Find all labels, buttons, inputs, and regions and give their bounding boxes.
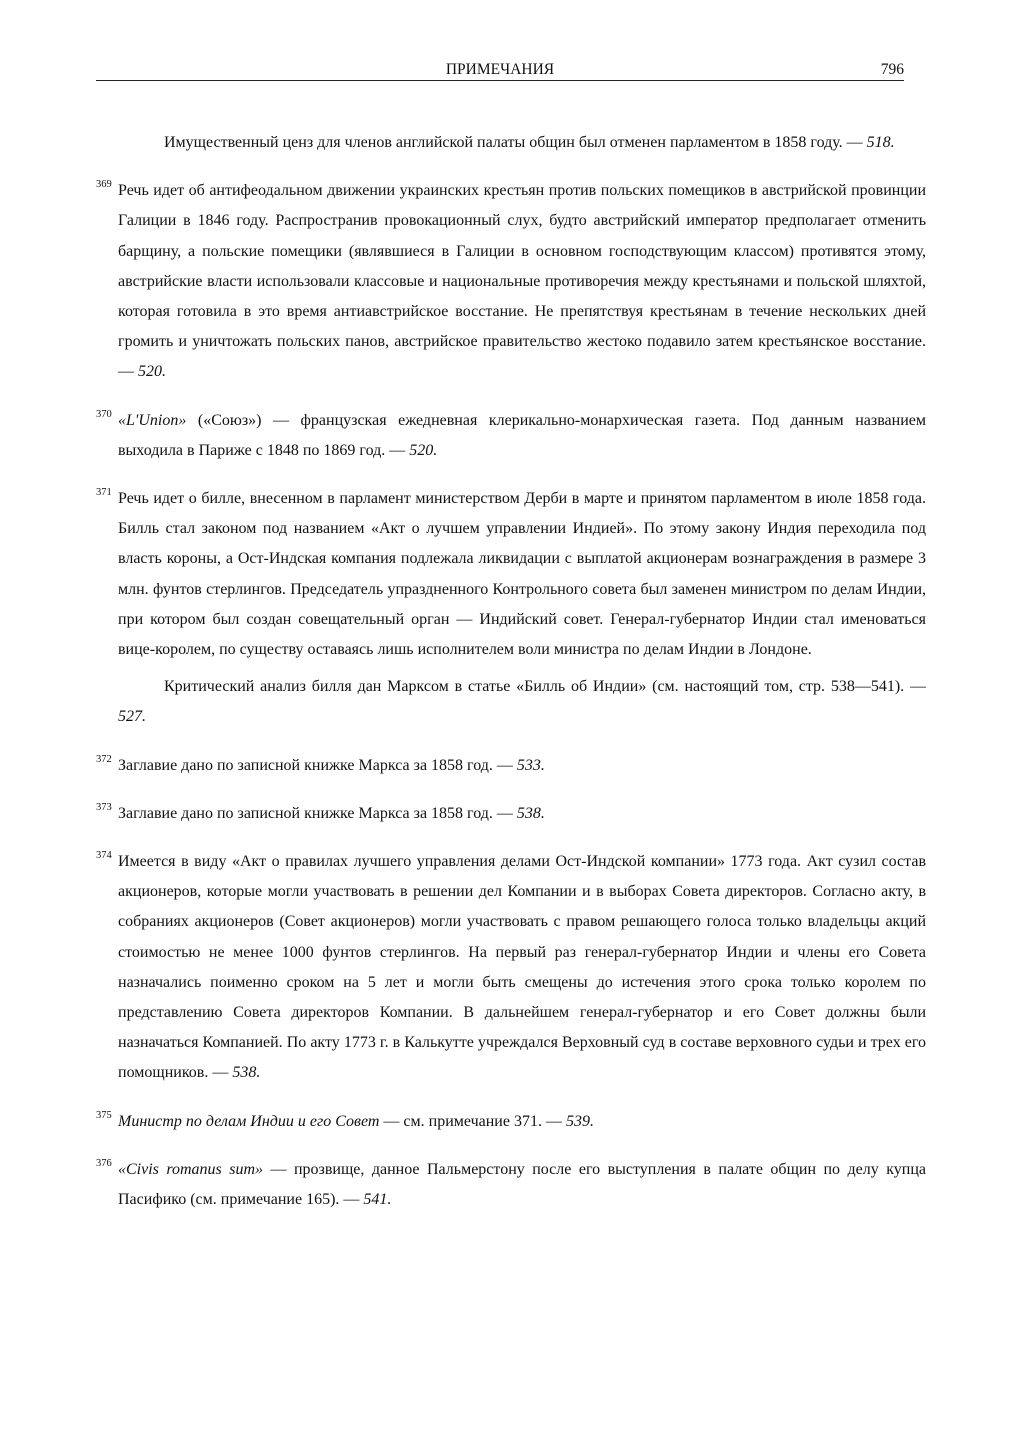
note-italic-lead: «L'Union» <box>118 411 187 429</box>
note-text: Имеется в виду «Акт о правилах лучшего управления делами Ост-Индской компании» 1773 года. Акт сузил состав акционеров, которые могли участвовать в решении дел Компании и в выборах Совета директоров. Согласно акту, в собраниях акционеров (Совет акционеров) могли участвовать с правом решающего голоса только владельцы акций стоимостью не менее 1000 фунтов стерлингов. На первый раз генерал-губернатор Индии и члены его Совета назначались поименно сроком на 5 лет и могли быть смещены до истечения этого срока только королем по представлению Совета директоров Компании. В дальнейшем генерал-губернатор и его Совет должны были назначаться Компанией. По акту 1773 г. в Калькутте учреждался Верховный суд в составе верховного судьи и трех его помощников. — <box>118 853 926 1082</box>
note-text: Заглавие дано по записной книжке Маркса за 1858 год. — <box>118 756 517 774</box>
notes-body <box>96 128 926 1215</box>
note-371-continuation <box>96 672 926 732</box>
page-reference: 533. <box>516 756 545 774</box>
page-reference: 518. <box>866 134 895 151</box>
note-373: $^{373}$ Заглавие дано по записной книжке Маркса за 1858 год. — 538. <box>96 801 545 822</box>
note-370: $^{370}$ «L'Union» («Союз») — французская ежедневная клерикально-монархическая газета. Под данным названием выходила в Париже с 1848 по 1869 год. — 520. <box>96 408 926 459</box>
note-text: Речь идет об антифеодальном движении украинских крестьян против польских помещиков в австрийской провинции Галиции в 1846 году. Распространив провокационный слух, будто австрийский император предполагает отменить барщину, а польские помещики (являвшиеся в Галиции в основном господствующим классом) противятся этому, австрийские власти использовали классовые и национальные противоречия между крестьянами и польской шляхтой, которая готовила в это время антиавстрийское восстание. Не препятствуя крестьянам в течение нескольких дней громить и уничтожать польских панов, австрийское правительство жестоко подавило затем крестьянское восстание. — <box>118 182 926 381</box>
note-372: $^{372}$ Заглавие дано по записной книжке Маркса за 1858 год. — 533. <box>96 753 545 774</box>
page-reference: 538. <box>516 804 545 822</box>
note-italic-lead: Министр по делам Индии и его Совет <box>118 1112 380 1130</box>
page-reference: 539. <box>565 1112 594 1130</box>
page-reference: 527. <box>118 708 146 726</box>
page-reference: 541. <box>363 1191 392 1209</box>
note-text: — прозвище, данное Пальмерстону после его выступления в палате общин по делу купца Пасифико (см. примечание 165). — <box>118 1160 926 1209</box>
note-376: $^{376}$ «Civis romanus sum» — прозвище, данное Пальмерстону после его выступления в палате общин по делу купца Пасифико (см. примечание 165). — 541. <box>96 1157 926 1209</box>
note-text: («Союз») — французская ежедневная клерикально-монархическая газета. Под данным названием выходила в Париже с 1848 по 1869 год. — <box>118 411 926 459</box>
note-italic-lead: «Civis romanus sum» <box>118 1160 264 1178</box>
page-reference: 538. <box>232 1064 261 1082</box>
running-header <box>96 60 904 81</box>
note-continuation <box>96 128 926 158</box>
note-text: Имущественный ценз для членов английской палаты общин был отменен парламентом в 1858 году. — <box>164 134 867 151</box>
note-369: $^{369}$ Речь идет об антифеодальном движении украинских крестьян против польских помещиков в австрийской провинции Галиции в 1846 году. Распространив провокационный слух, будто австрийский император предполагает отменить барщину, а польские помещики (являвшиеся в Галиции в основном господствующим классом) противятся этому, австрийские власти использовали классовые и национальные противоречия между крестьянами и польской шляхтой, которая готовила в это время антиавстрийское восстание. Не препятствуя крестьянам в течение нескольких дней громить и уничтожать польских панов, австрийское правительство жестоко подавило затем крестьянское восстание. — 520. <box>96 179 926 381</box>
note-text: Заглавие дано по записной книжке Маркса за 1858 год. — <box>118 804 517 822</box>
note-text: Критический анализ билля дан Марксом в статье «Билль об Индии» (см. настоящий том, стр. 538—541). — <box>164 678 926 696</box>
note-371: $^{371}$ Речь идет о билле, внесенном в парламент министерством Дерби в марте и принятом парламентом в июле 1858 года. Билль стал законом под названием «Акт о лучшем управлении Индией». По этому закону Индия переходила под власть короны, а Ост-Индская компания подлежала ликвидации с выплатой акционерам вознаграждения в размере 3 млн. фунтов стерлингов. Председатель упраздненного Контрольного совета был заменен министром по делам Индии, при котором был создан совещательный орган — Индийский совет. Генерал-губернатор Индии стал именоваться вице-королем, по существу оставаясь лишь исполнителем воли министра по делам Индии в Лондоне. <box>96 487 926 659</box>
header-title: ПРИМЕЧАНИЯ <box>445 61 555 78</box>
page-reference: 520. <box>138 363 166 381</box>
note-375: $^{375}$ Министр по делам Индии и его Совет — см. примечание 371. — 539. <box>96 1109 594 1130</box>
page-reference: 520. <box>409 441 438 459</box>
note-text: Речь идет о билле, внесенном в парламент министерством Дерби в марте и принятом парламентом в июле 1858 года. Билль стал законом под названием «Акт о лучшем управлении Индией». По этому закону Индия переходила под власть короны, а Ост-Индская компания подлежала ликвидации с выплатой акционерам вознаграждения в размере 3 млн. фунтов стерлингов. Председатель упраздненного Контрольного совета был заменен министром по делам Индии, при котором был создан совещательный орган — Индийский совет. Генерал-губернатор Индии стал именоваться вице-королем, по существу оставаясь лишь исполнителем воли министра по делам Индии в Лондоне. <box>118 490 926 659</box>
page-number: 796 <box>880 61 904 78</box>
note-374: $^{374}$ Имеется в виду «Акт о правилах лучшего управления делами Ост-Индской компании» 1773 года. Акт сузил состав акционеров, которые могли участвовать в решении дел Компании и в выборах Совета директоров. Согласно акту, в собраниях акционеров (Совет акционеров) могли участвовать с правом решающего голоса только владельцы акций стоимостью не менее 1000 фунтов стерлингов. На первый раз генерал-губернатор Индии и члены его Совета назначались поименно сроком на 5 лет и могли быть смещены до истечения этого срока только королем по представлению Совета директоров Компании. В дальнейшем генерал-губернатор и его Совет должны были назначаться Компанией. По акту 1773 г. в Калькутте учреждался Верховный суд в составе верховного судьи и трех его помощников. — 538. <box>96 850 926 1082</box>
note-text: — см. примечание 371. — <box>379 1112 566 1130</box>
